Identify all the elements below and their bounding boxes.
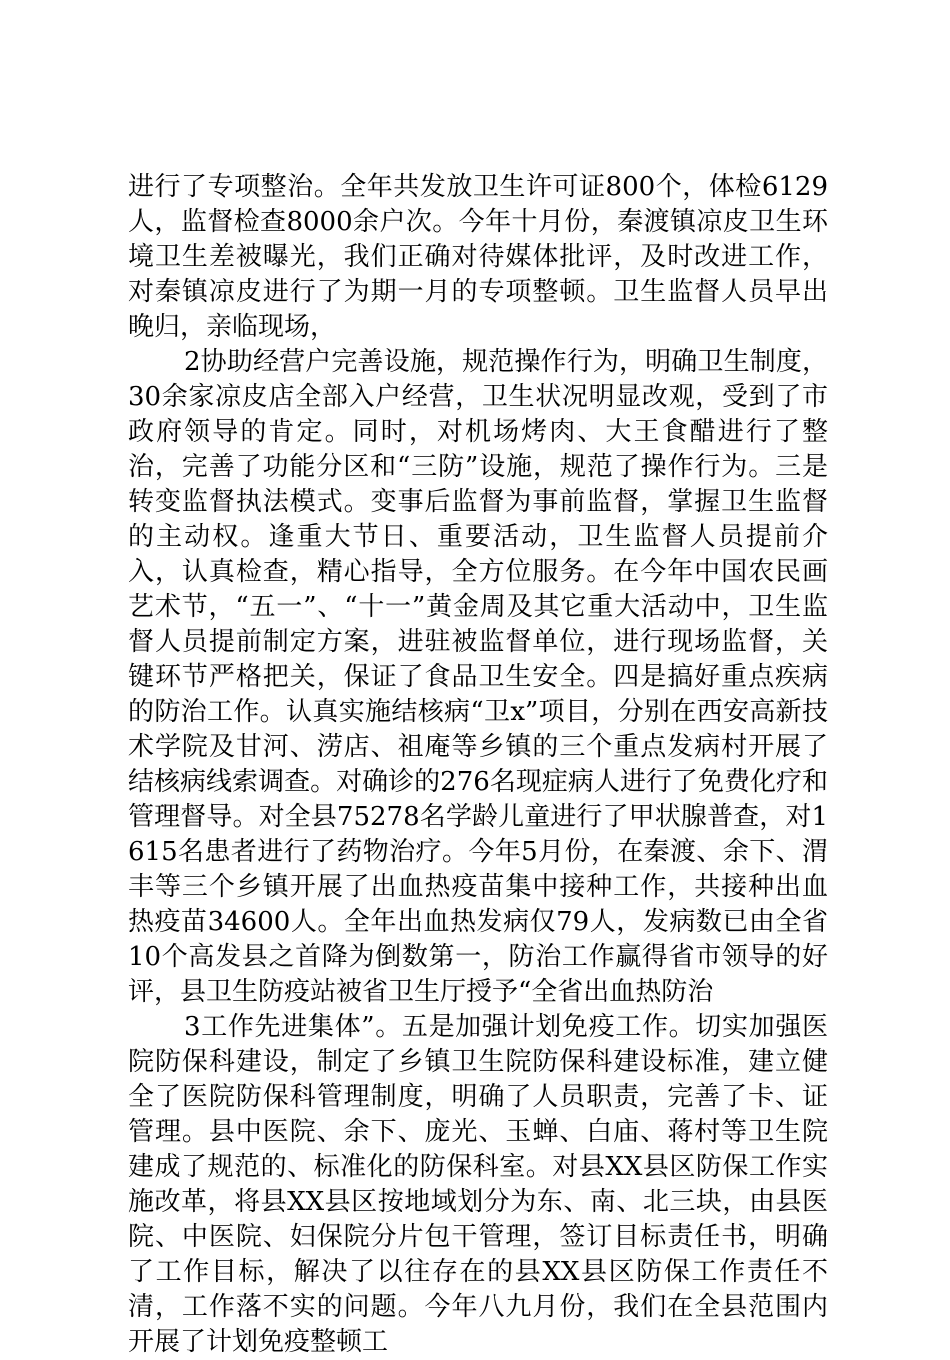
paragraph-2: 2协助经营户完善设施，规范操作行为，明确卫生制度，30余家凉皮店全部入户经营，卫生状况明显改观，受到了市政府领导的肯定。同时，对机场烤肉、大王食醋进行了整治，完善了功能分区和“三防”设施，规范了操作行为。三是转变监督执法模式。变事后监督为事前监督，掌握卫生监督的主动权。逢重大节日、重要活动，卫生监督人员提前介入，认真检查，精心指导，全方位服务。在今年中国农民画艺术节，“五一”、“十一”黄金周及其它重大活动中，卫生监督人员提前制定方案，进驻被监督单位，进行现场监督，关键环节严格把关，保证了食品卫生安全。四是搞好重点疾病的防治工作。认真实施结核病“卫x”项目，分别在西安高新技术学院及甘河、涝店、祖庵等乡镇的三个重点发病村开展了结核病线索调查。对确诊的276名现症病人进行了免费化疗和管理督导。对全县75278名学龄儿童进行了甲状腺普查，对1615名患者进行了药物治疗。今年5月份，在秦渡、余下、渭丰等三个乡镇开展了出血热疫苗集中接种工作，共接种出血热疫苗34600人。全年出血热发病仅79人，发病数已由全省10个高发县之首降为倒数第一，防治工作赢得省市领导的好评，县卫生防疫站被省卫生厅授予“全省出血热防治 [128,347,828,1007]
paragraph-3: 3工作先进集体”。五是加强计划免疫工作。切实加强医院防保科建设，制定了乡镇卫生院防保科建设标准，建立健全了医院防保科管理制度，明确了人员职责，完善了卡、证管理。县中医院、余下、庞光、玉蝉、白庙、蒋村等卫生院建成了规范的、标准化的防保科室。对县XX县区防保工作实施改革，将县XX县区按地域划分为东、南、北三块，由县医院、中医院、妇保院分片包干管理，签订目标责任书，明确了工作目标，解决了以往存在的县XX县区防保工作责任不清，工作落不实的问题。今年八九月份，我们在全县范围内开展了计划免疫整顿工 [128,1012,828,1357]
body-text [128,170,828,1360]
paragraph-1: 进行了专项整治。全年共发放卫生许可证800个，体检6129人，监督检查8000余户次。今年十月份，秦渡镇凉皮卫生环境卫生差被曝光，我们正确对待媒体批评，及时改进工作，对秦镇凉皮进行了为期一月的专项整顿。卫生监督人员早出晚归，亲临现场， [128,172,828,342]
